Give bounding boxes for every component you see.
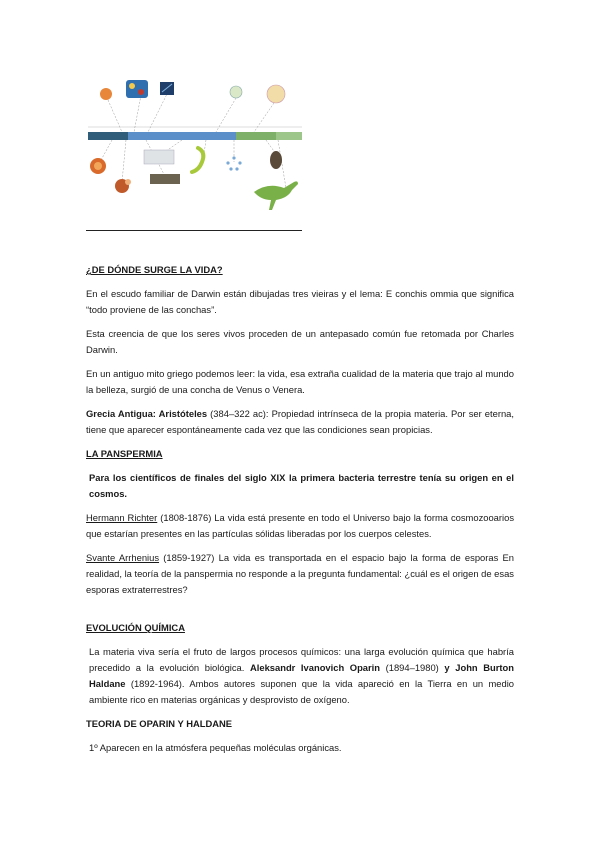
paragraph-richter [86,510,514,542]
heading-panspermia: LA PANSPERMIA [86,448,163,459]
heading-chemical-evolution: EVOLUCIÓN QUÍMICA [86,622,185,633]
eukaryote-image [267,85,285,103]
timeline-bar-segment [276,132,302,140]
paragraph-step-1: 1º Aparecen en la atmósfera pequeñas moléculas orgánicas. [89,742,342,753]
paragraph-scientists: Para los científicos de finales del siglo XIX la primera bacteria terrestre tenía su origen en el cosmos. [89,472,514,499]
horizontal-rule [86,230,302,231]
oparin-name: Aleksandr Ivanovich Oparin [249,662,381,673]
aristotle-label: Grecia Antigua: Aristóteles [86,408,208,419]
richter-name: Hermann Richter [86,512,158,523]
organisms-image [126,80,148,98]
earth-formation-image [100,88,112,100]
fossil-image [150,174,180,184]
timeline-bar-segment [236,132,276,140]
paragraph-aristotle [86,406,514,438]
heading-origin-of-life: ¿DE DÓNDE SURGE LA VIDA? [86,264,223,275]
heading-oparin-haldane: TEORIA DE OPARIN Y HALDANE [86,718,233,729]
richter-text: (1808-1876) La vida está presente en todo el Universo bajo la forma cosmozooarios que estarían presentes en las partículas sólidas liberadas por los cuerpos celestes. [86,512,515,539]
paragraph-chemical-evolution [86,644,514,708]
worm-image [192,148,203,172]
trilobite-image [270,151,282,169]
chem-y: y [444,662,450,673]
evolution-timeline-figure [86,70,306,230]
multicellular-image [226,156,241,170]
paragraph-greek-myth: En un antiguo mito griego podemos leer: la vida, esa extraña cualidad de la materia que trajo al mundo la belleza, surgió de una concha de Venus o Venera. [86,368,514,395]
haldane-name: John Burton Haldane [89,662,514,689]
sediment-image [144,150,174,164]
paragraph-darwin-shield: En el escudo familiar de Darwin están dibujadas tres vieiras y el lema: E conchis ommia que significa “todo proviene de las conchas”. [86,288,514,315]
paragraph-darwin-belief: Esta creencia de que los seres vivos proceden de un antepasado común fue retomada por Charles Darwin. [86,328,514,355]
arrhenius-text: (1859-1927) La vida es transportada en el espacio bajo la forma de esporas En realidad, la teoría de la panspermia no responde a la pregunta fundamental: ¿cuál es el origen de esas esporas extraterrestres? [86,552,514,595]
aristotle-text: (384–322 ac): Propiedad intrínseca de la propia materia. Por ser eterna, tiene que aparecer espontáneamente cada vez que las condiciones sean propicias. [86,408,514,435]
chem-text-2: (1894–1980) [380,662,445,673]
timeline-bar-segment [88,132,128,140]
dinosaur-image [254,181,298,210]
paragraph-arrhenius [86,550,514,598]
cell-image [230,86,242,98]
chem-text-1: La materia viva sería el fruto de largos procesos químicos: una larga evolución química que habría precedido a la evolución biológica. [89,646,514,673]
chem-text-3: (1892-1964). Ambos autores suponen que la vida apareció en la Tierra en un medio ambiente rico en materias orgánicas y desprovisto de oxígeno. [89,678,514,705]
arrhenius-name: Svante Arrhenius [86,552,160,563]
document-body [86,262,514,764]
